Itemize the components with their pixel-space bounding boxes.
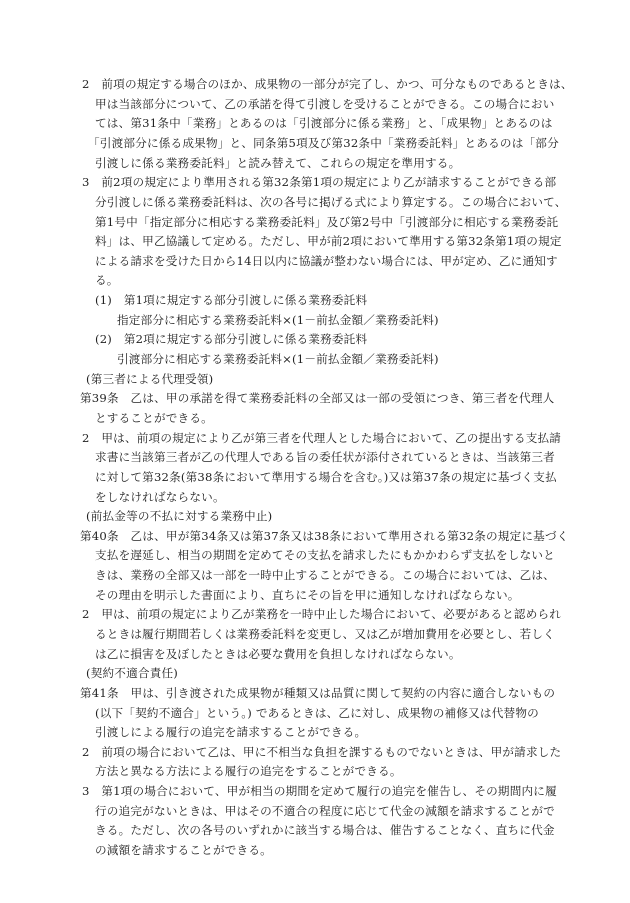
text-line: 「引渡部分に係る成果物」と、同条第5項及び第32条中「業務委託料」とあるのは「部分 [88, 135, 559, 150]
formula-line: 指定部分に相応する業務委託料×(1－前払金額／業務委託料) [117, 312, 439, 327]
article-line: 第39条 乙は、甲の承諾を得て業務委託料の全部又は一部の受領につき、第三者を代理人 [80, 391, 555, 406]
text-line: 方法と異なる方法による履行の追完をすることができる。 [95, 764, 402, 779]
text-line: 2 甲は、前項の規定により乙が業務を一時中止した場合において、必要があると認められ [82, 607, 562, 622]
article-line: 第40条 乙は、甲が第34条又は第37条又は38条において準用される第32条の規定に基づく [80, 528, 569, 543]
text-line: による請求を受けた日から14日以内に協議が整わない場合には、甲が定め、乙に通知す [95, 253, 558, 268]
text-line: とすることができる。 [95, 410, 213, 425]
text-line: きは、業務の全部又は一部を一時中止することができる。この場合においては、乙は、 [95, 568, 555, 582]
text-line: きる。ただし、次の各号のいずれかに該当する場合は、催告することなく、直ちに代金 [95, 823, 555, 838]
text-line: 2 甲は、前項の規定により乙が第三者を代理人とした場合において、乙の提出する支払請 [82, 430, 562, 445]
text-line: 第1号中「指定部分に相応する業務委託料」及び第2号中「引渡部分に相応する業務委託 [95, 214, 559, 229]
text-line: ては、第31条中「業務」とあるのは「引渡部分に係る業務」と、「成果物」とあるのは [95, 116, 553, 131]
formula-line: 引渡部分に相応する業務委託料×(1－前払金額／業務委託料) [117, 352, 439, 366]
item-heading: (2) 第2項に規定する部分引渡しに係る業務委託料 [95, 332, 368, 347]
text-line: 求書に当該第三者が乙の代理人である旨の委任状が添付されているときは、当該第三者 [95, 450, 555, 465]
text-line: の減額を請求することができる。 [95, 843, 272, 857]
text-line: るときは履行期間若しくは業務委託料を変更し、又は乙が増加費用を必要とし、若しく [95, 626, 555, 641]
text-line: 3 前2項の規定により準用される第32条第1項の規定により乙が請求することができる部 [82, 175, 557, 190]
text-line: をしなければならない。 [95, 489, 225, 504]
text-line: 2 前項の規定する場合のほか、成果物の一部分が完了し、かつ、可分なものであるときは、 [82, 77, 573, 91]
section-heading: (前払金等の不払に対する業務中止) [86, 509, 273, 524]
text-line: は乙に損害を及ぼしたときは必要な費用を負担しなければならない。 [95, 646, 461, 661]
text-line: 分引渡しに係る業務委託料は、次の各号に掲げる式により算定する。この場合において、 [95, 194, 567, 209]
text-line: 料」は、甲乙協議して定める。ただし、甲が前2項において準用する第32条第1項の規定 [95, 234, 562, 249]
text-line: 3 第1項の場合において、甲が相当の期間を定めて履行の追完を催告し、その期間内に履 [82, 784, 557, 799]
text-line: 2 前項の場合において乙は、甲に不相当な負担を課するものでないときは、甲が請求した [82, 744, 562, 759]
text-line: その理由を明示した書面により、直ちにその旨を甲に通知しなければならない。 [95, 587, 520, 602]
item-heading: (1) 第1項に規定する部分引渡しに係る業務委託料 [95, 293, 368, 308]
text-line: (以下「契約不適合」という。) であるときは、乙に対し、成果物の補修又は代替物の [95, 705, 539, 720]
text-line: る。 [95, 273, 119, 288]
text-line: 甲は当該部分について、乙の承諾を得て引渡しを受けることができる。この場合におい [95, 96, 555, 111]
section-heading: (契約不適合責任) [86, 666, 179, 681]
text-line: 行の追完がないときは、甲はその不適合の程度に応じて代金の減額を請求することがで [95, 803, 555, 818]
text-line: 引渡しに係る業務委託料」と読み替えて、これらの規定を準用する。 [95, 155, 461, 170]
text-line: に対して第32条(第38条において準用する場合を含む。)又は第37条の規定に基づく支払 [95, 469, 557, 484]
article-line: 第41条 甲は、引き渡された成果物が種類又は品質に関して契約の内容に適合しないもの [80, 685, 556, 700]
text-line: 引渡しによる履行の追完を請求することができる。 [95, 725, 367, 740]
text-line: 支払を遅延し、相当の期間を定めてその支払を請求したにもかかわらず支払をしないと [95, 548, 555, 563]
section-heading: (第三者による代理受領) [86, 371, 214, 386]
